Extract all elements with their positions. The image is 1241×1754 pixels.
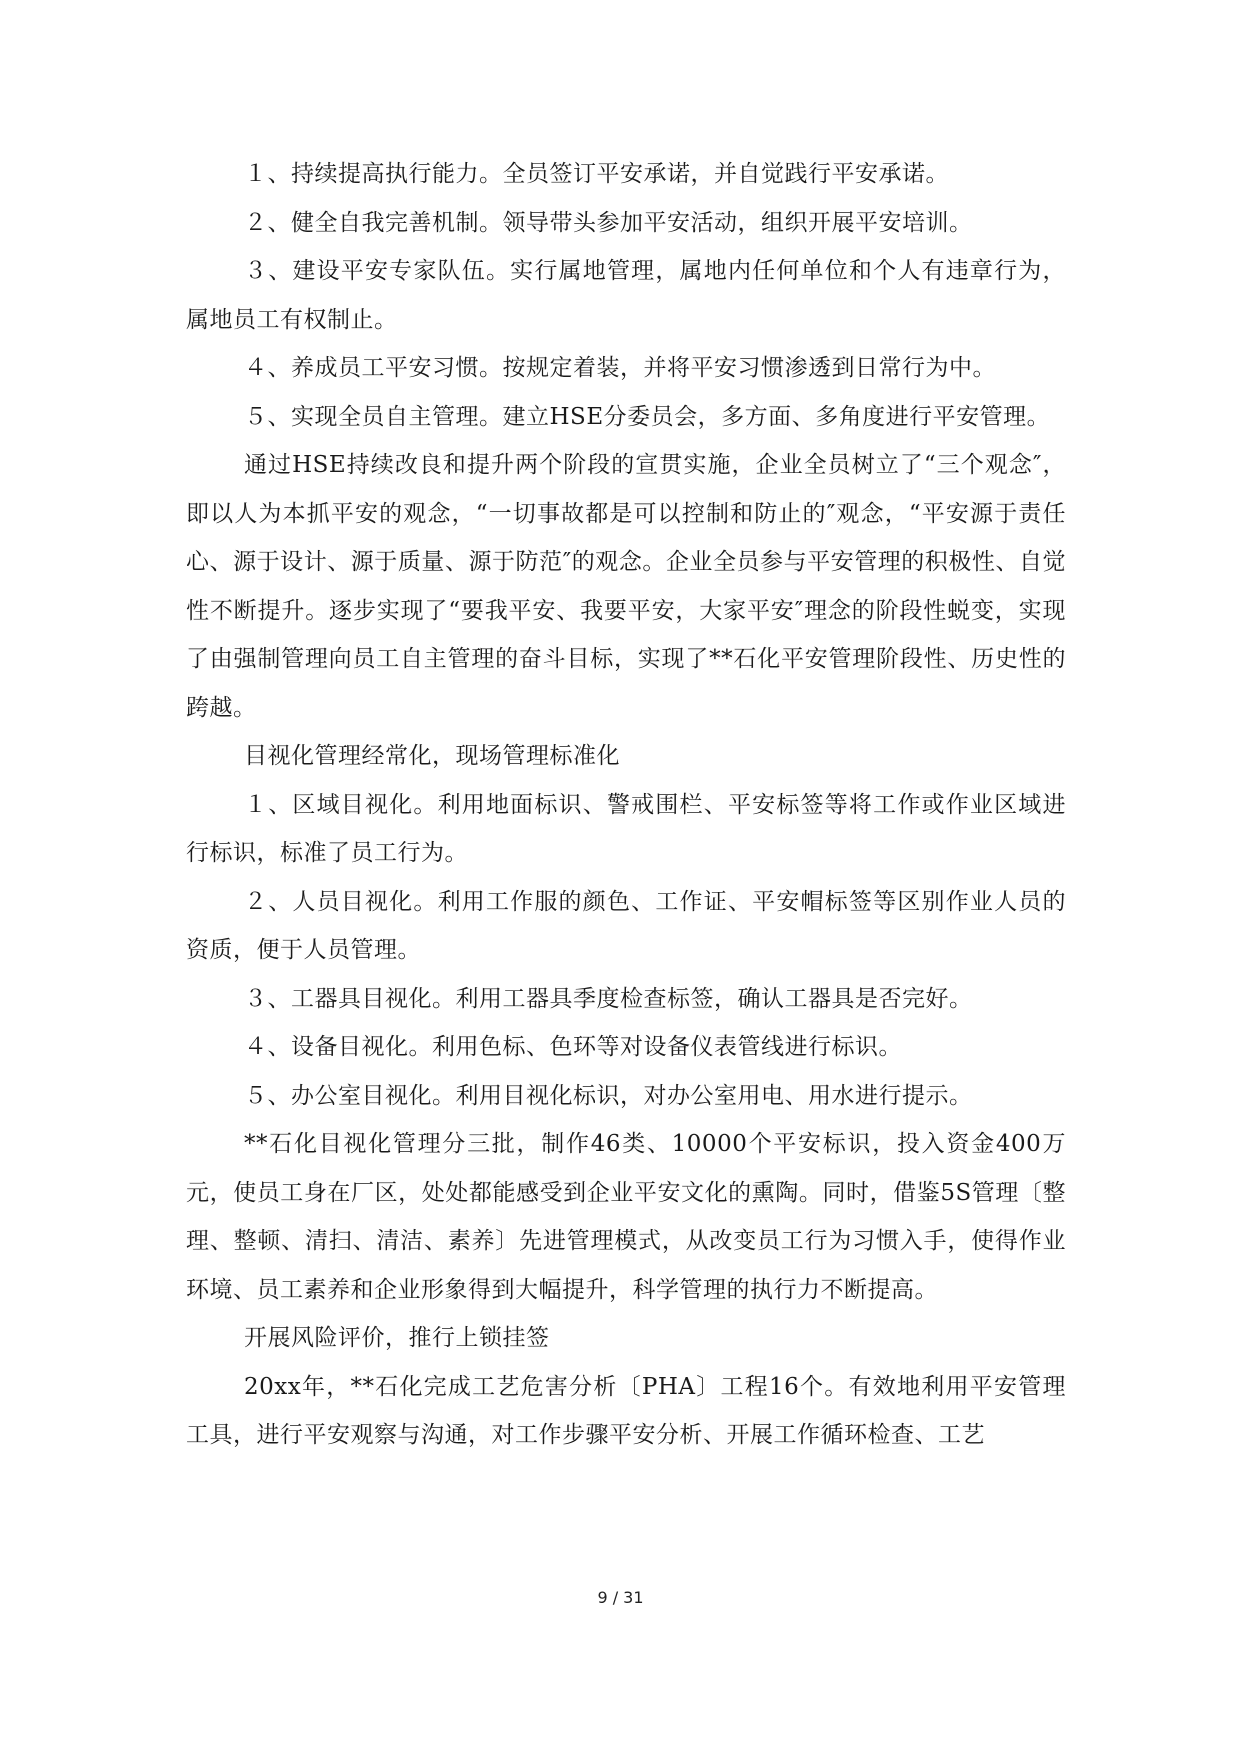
paragraph-3: ３、建设平安专家队伍。实行属地管理，属地内任何单位和个人有违章行为，属地员工有权制止。 — [186, 258, 1066, 333]
paragraph-5: ５、实现全员自主管理。建立HSE分委员会，多方面、多角度进行平安管理。 — [244, 403, 1051, 430]
paragraph-12: ５、办公室目视化。利用目视化标识，对办公室用电、用水进行提示。 — [244, 1082, 973, 1109]
paragraph-10: ３、工器具目视化。利用工器具季度检查标签，确认工器具是否完好。 — [244, 985, 973, 1012]
paragraph-15: 20xx年，**石化完成工艺危害分析〔PHA〕工程16个。有效地利用平安管理工具，进行平安观察与沟通，对工作步骤平安分析、开展工作循环检查、工艺 — [186, 1373, 1066, 1448]
paragraph-11: ４、设备目视化。利用色标、色环等对设备仪表管线进行标识。 — [244, 1034, 902, 1060]
paragraph-8: １、区域目视化。利用地面标识、警戒围栏、平安标签等将工作或作业区域进行标识，标准了员工行为。 — [186, 791, 1066, 866]
section-heading-visual-management: 目视化管理经常化，现场管理标准化 — [244, 743, 620, 769]
paragraph-6: 通过HSE持续改良和提升两个阶段的宣贯实施，企业全员树立了“三个观念″，即以人为本抓平安的观念，“一切事故都是可以控制和防止的″观念，“平安源于责任心、源于设计、源于质量、源于防范″的观念。企业全员参与平安管理的积极性、自觉性不断提升。逐步实现了“要我平安、我要平安，大家平安″理念的阶段性蜕变，实现了由强制管理向员工自主管理的奋斗目标，实现了**石化平安管理阶段性、历史性的跨越。 — [186, 452, 1066, 721]
paragraph-4: ４、养成员工平安习惯。按规定着装，并将平安习惯渗透到日常行为中。 — [244, 355, 996, 381]
document-body — [186, 150, 1066, 1460]
paragraph-13: **石化目视化管理分三批，制作46类、10000个平安标识，投入资金400万元，使员工身在厂区，处处都能感受到企业平安文化的熏陶。同时，借鉴5S管理〔整理、整顿、清扫、清洁、素养〕先进管理模式，从改变员工行为习惯入手，使得作业环境、员工素养和企业形象得到大幅提升，科学管理的执行力不断提高。 — [186, 1131, 1066, 1303]
section-heading-risk-assessment: 开展风险评价，推行上锁挂签 — [244, 1325, 550, 1351]
page-number: 9 / 31 — [597, 1588, 644, 1607]
paragraph-1: １、持续提高执行能力。全员签订平安承诺，并自觉践行平安承诺。 — [244, 161, 949, 187]
paragraph-2: ２、健全自我完善机制。领导带头参加平安活动，组织开展平安培训。 — [244, 209, 973, 236]
paragraph-9: ２、人员目视化。利用工作服的颜色、工作证、平安帽标签等区别作业人员的资质，便于人员管理。 — [186, 888, 1066, 963]
